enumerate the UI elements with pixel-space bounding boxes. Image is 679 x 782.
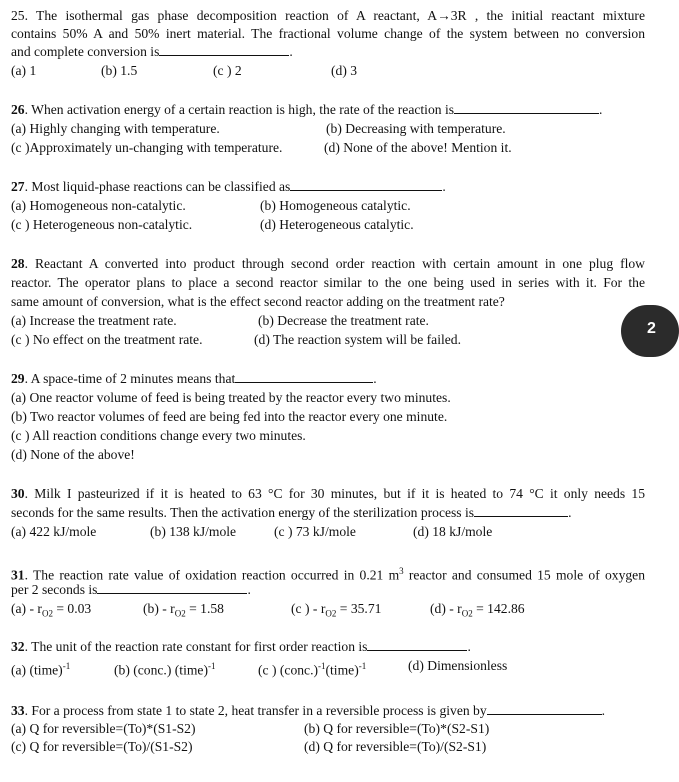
- answer-blank[interactable]: [159, 43, 289, 56]
- q25-line-2: contains 50% A and 50% inert material. The fractional volume change of the system between no conversion: [11, 26, 645, 41]
- q26-option-a[interactable]: (a) Highly changing with temperature.: [11, 121, 220, 136]
- q32-option-b[interactable]: (b) (conc.) (time)$^{-1}$: [114, 661, 216, 678]
- answer-blank[interactable]: [97, 581, 247, 594]
- q32-option-d[interactable]: (d) Dimensionless: [408, 658, 508, 673]
- q28-option-d[interactable]: (d) The reaction system will be failed.: [254, 332, 461, 347]
- q33-option-d[interactable]: (d) Q for reversible=(To)/(S2-S1): [304, 739, 487, 754]
- page-badge[interactable]: [621, 305, 679, 357]
- q25-line-3: and complete conversion is .: [11, 44, 293, 59]
- answer-blank[interactable]: [367, 638, 467, 651]
- q26-stem: 26. When activation energy of a certain reaction is high, the rate of the reaction is .: [11, 102, 603, 117]
- q28-line-3: same amount of conversion, what is the effect second reactor adding on the treatment rate?: [11, 294, 505, 309]
- q31-line-2: per 2 seconds is .: [11, 582, 251, 597]
- q25-option-a[interactable]: (a) 1: [11, 63, 37, 78]
- q30-option-b[interactable]: (b) 138 kJ/mole: [150, 524, 237, 539]
- q31-line-1: 31. The reaction rate value of oxidation reaction occurred in 0.21 $m^3$ reactor and consumed 15 mole of oxygen: [11, 566, 645, 583]
- q26-option-d[interactable]: (d) None of the above! Mention it.: [324, 140, 512, 155]
- q25-option-d[interactable]: (d) 3: [331, 63, 358, 78]
- q27-option-a[interactable]: (a) Homogeneous non-catalytic.: [11, 198, 186, 213]
- q26-option-c[interactable]: (c )Approximately un-changing with temperature.: [11, 140, 283, 155]
- q25-option-c[interactable]: (c ) 2: [213, 63, 242, 78]
- q27-option-c[interactable]: (c ) Heterogeneous non-catalytic.: [11, 217, 193, 232]
- answer-blank[interactable]: [454, 101, 599, 114]
- q31-option-d[interactable]: $(d) - r_{O2} = 142.86$: [430, 601, 525, 619]
- q28-option-c[interactable]: (c ) No effect on the treatment rate.: [11, 332, 203, 347]
- q29-stem: 29. A space-time of 2 minutes means that .: [11, 371, 377, 386]
- q33-option-b[interactable]: (b) Q for reversible=(To)*(S2-S1): [304, 721, 490, 736]
- q26-option-b[interactable]: (b) Decreasing with temperature.: [326, 121, 506, 136]
- q27-option-b[interactable]: (b) Homogeneous catalytic.: [260, 198, 411, 213]
- answer-blank[interactable]: [487, 702, 602, 715]
- q33-option-c[interactable]: (c) Q for reversible=(To)/(S1-S2): [11, 739, 193, 754]
- q33-option-a[interactable]: (a) Q for reversible=(To)*(S1-S2): [11, 721, 196, 736]
- q28-option-a[interactable]: (a) Increase the treatment rate.: [11, 313, 177, 328]
- q32-option-a[interactable]: (a) (time)$^{-1}$: [11, 661, 71, 678]
- q29-option-a[interactable]: (a) One reactor volume of feed is being treated by the reactor every two minutes.: [11, 390, 451, 405]
- q31-option-c[interactable]: (c ) - $r_{O2} = 35.71$: [291, 601, 382, 619]
- q28-line-1: 28. Reactant A converted into product through second order reaction with certain amount in one plug flow: [11, 256, 645, 271]
- q30-line-1: 30. Milk I pasteurized if it is heated to 63 °C for 30 minutes, but if it is heated to 74 °C it only needs 15: [11, 486, 645, 501]
- q27-option-d[interactable]: (d) Heterogeneous catalytic.: [260, 217, 414, 232]
- q29-option-d[interactable]: (d) None of the above!: [11, 447, 135, 462]
- answer-blank[interactable]: [290, 178, 442, 191]
- q29-option-c[interactable]: (c ) All reaction conditions change every two minutes.: [11, 428, 306, 443]
- q32-stem: 32. The unit of the reaction rate constant for first order reaction is .: [11, 639, 471, 654]
- page-badge-label: 2: [647, 320, 656, 337]
- q30-line-2: seconds for the same results. Then the activation energy of the sterilization process is .: [11, 505, 572, 520]
- q32-option-c[interactable]: (c ) (conc.)$^{-1}$(time)$^{-1}$: [258, 661, 367, 678]
- q25-line-1: 25. The isothermal gas phase decomposition reaction of A reactant, A→3R , the initial reactant mixture: [11, 8, 645, 23]
- q31-option-b[interactable]: $(b) - r_{O2} = 1.58$: [143, 601, 224, 619]
- q30-option-d[interactable]: (d) 18 kJ/mole: [413, 524, 493, 539]
- q31-option-a[interactable]: $(a) - r_{O2} = 0.03$: [11, 601, 92, 619]
- answer-blank[interactable]: [474, 504, 568, 517]
- q30-option-c[interactable]: (c ) 73 kJ/mole: [274, 524, 356, 539]
- q30-option-a[interactable]: (a) 422 kJ/mole: [11, 524, 97, 539]
- q27-stem: 27. Most liquid-phase reactions can be classified as .: [11, 179, 446, 194]
- q29-option-b[interactable]: (b) Two reactor volumes of feed are being fed into the reactor every one minute.: [11, 409, 448, 424]
- q28-line-2: reactor. The operator plans to place a second reactor similar to the one being used in series with it. For the: [11, 275, 645, 290]
- answer-blank[interactable]: [235, 370, 373, 383]
- q33-stem: 33. For a process from state 1 to state 2, heat transfer in a reversible process is given by .: [11, 703, 606, 718]
- q25-option-b[interactable]: (b) 1.5: [101, 63, 138, 78]
- q28-option-b[interactable]: (b) Decrease the treatment rate.: [258, 313, 429, 328]
